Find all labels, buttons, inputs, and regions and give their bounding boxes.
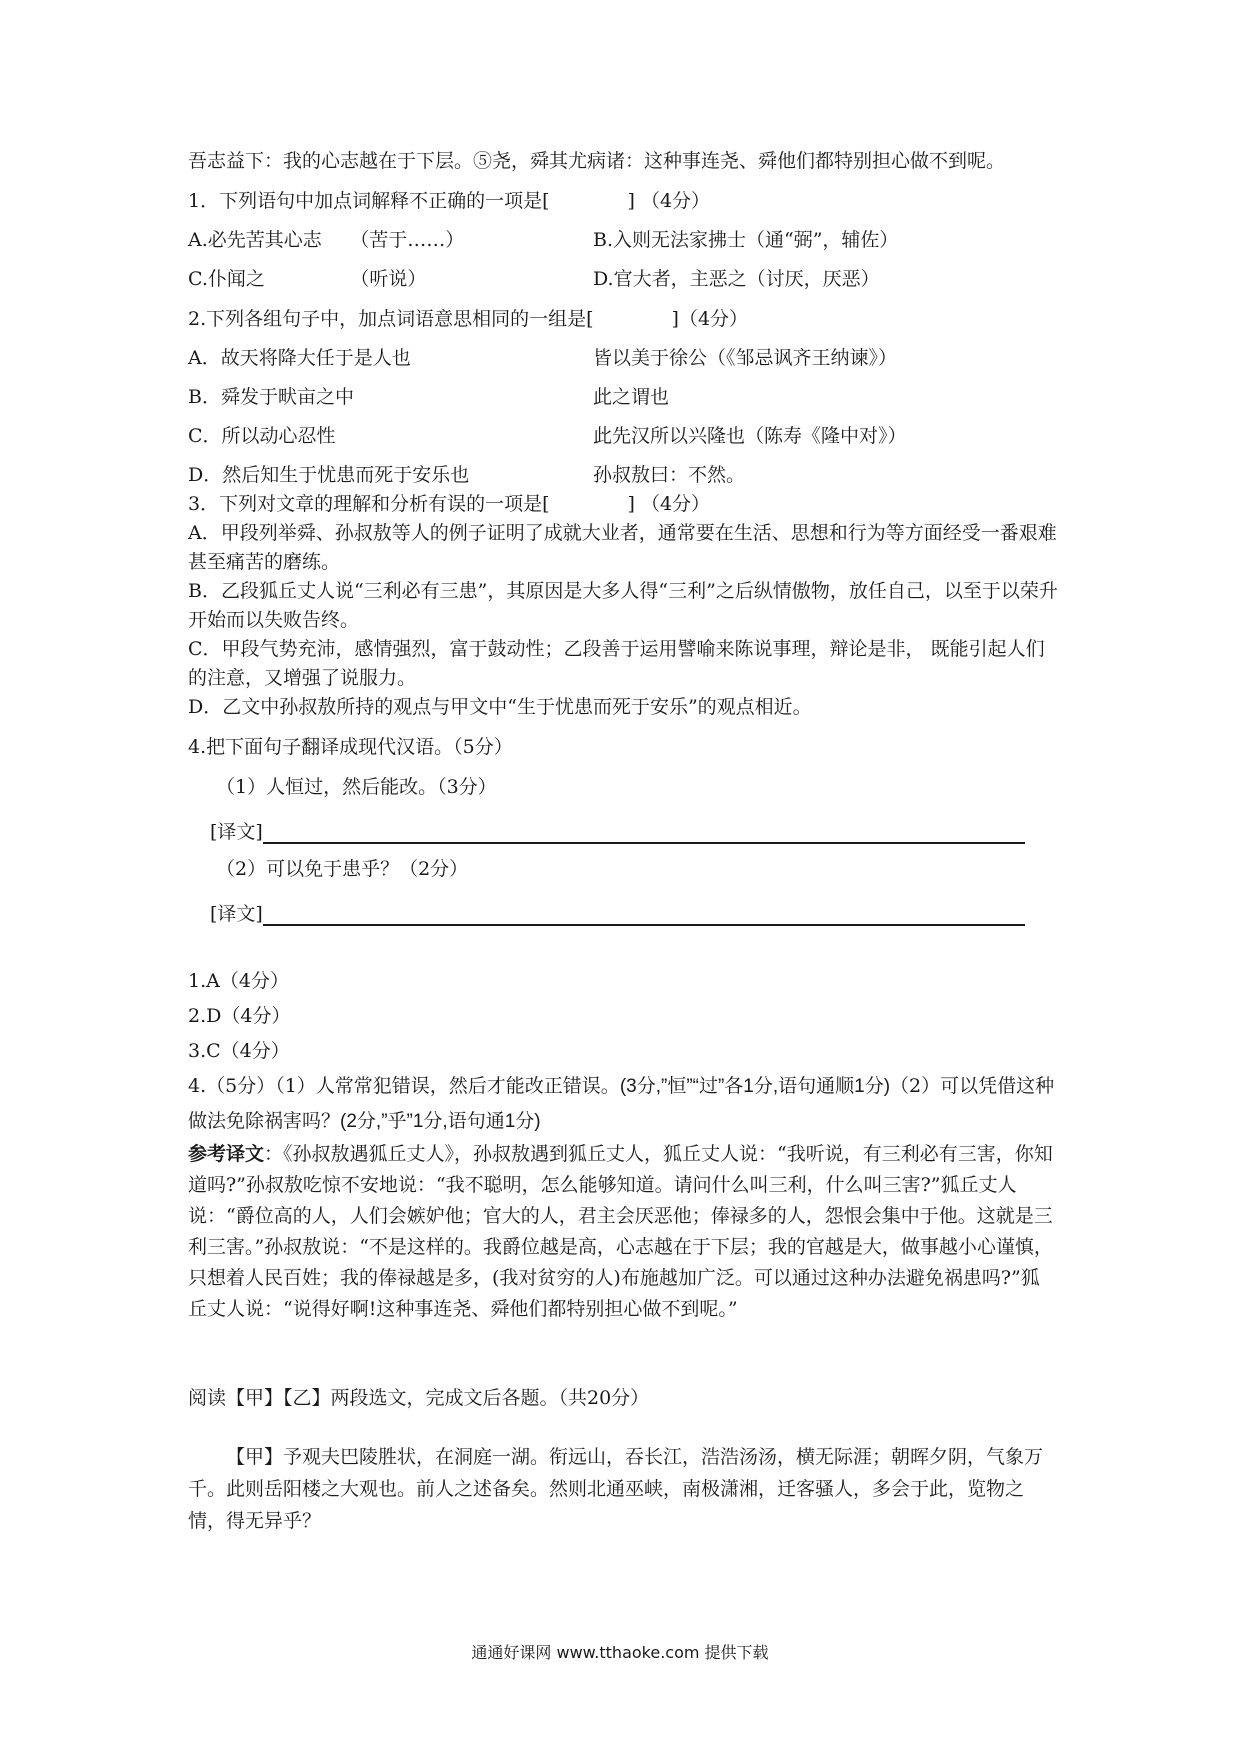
- intro-paragraph: 吾志益下：我的心志越在于下层。⑤尧，舜其尤病诸：这种事连尧、舜他们都特别担心做不到呢。: [188, 150, 1006, 172]
- q1-option-a: A.必先苦其心志 （苦于……）: [188, 229, 465, 251]
- q1-stem: [188, 186, 1058, 216]
- q1-options-row-2: [188, 264, 1058, 294]
- q4-stem: 4.把下面句子翻译成现代汉语。（5分）: [188, 736, 513, 758]
- q3-stem-text: 3．下列对文章的理解和分析有误的一项是[: [188, 493, 550, 515]
- answer-1: 1.A（4分）: [188, 970, 289, 992]
- q1-option-b: B.入则无法家拂士（通“弼”，辅佐）: [593, 229, 899, 251]
- q2-option-row-c: [188, 421, 1058, 451]
- answer-4: [188, 1069, 1058, 1139]
- page-footer: 通通好课网 www.tthaoke.com 提供下载: [471, 1643, 769, 1662]
- answer-4-part-1: 4.（5分）（1）人常常犯错误，然后才能改正错误。: [188, 1075, 620, 1097]
- reference-label: 参考译文: [188, 1143, 265, 1165]
- translation-label-1: [译文]: [210, 821, 263, 843]
- q2-option-a-right: 皆以美于徐公（《邹忌讽齐王纳谏》）: [593, 347, 898, 369]
- q2-option-d-left: D．然后知生于忧患而死于安乐也: [188, 464, 470, 486]
- passage-jia: 【甲】予观夫巴陵胜状，在洞庭一湖。衔远山，吞长江，浩浩汤汤，横无际涯；朝晖夕阴，气象万千。此则岳阳楼之大观也。前人之述备矣。然则北通巫峡，南极潇湘，迁客骚人，多会于此，览物之情，得无异乎？: [188, 1446, 1044, 1532]
- reference-translation: [188, 1139, 1058, 1325]
- answer-3: 3.C（4分）: [188, 1040, 290, 1062]
- translation-input-line-1[interactable]: [263, 820, 1025, 844]
- section-title: 阅读【甲】【乙】两段选文，完成文后各题。（共20分）: [188, 1387, 650, 1409]
- q2-option-row-a: [188, 343, 1058, 373]
- q4-sentence-1: （1）人恒过，然后能改。（3分）: [216, 776, 497, 798]
- q4-translation-2: [210, 894, 1058, 926]
- q3-option-c: C．甲段气势充沛，感情强烈，富于鼓动性；乙段善于运用譬喻来陈说事理，辩论是非， 既能引起人们的注意，又增强了说服力。: [188, 638, 1045, 689]
- document-page: [188, 146, 1058, 1537]
- reference-paragraph: [188, 1139, 1058, 1325]
- q2-option-d-right: 孙叔敖曰：不然。: [593, 464, 746, 486]
- q2-stem-score: ]（4分）: [671, 308, 749, 330]
- q2-option-row-b: [188, 382, 1058, 412]
- translation-label-2: [译文]: [210, 903, 263, 925]
- q3-option-b: B．乙段狐丘丈人说“三利必有三患”，其原因是大多人得“三利”之后纵情傲物，放任自己，以至于以荣升开始而以失败告终。: [188, 580, 1058, 631]
- q1-stem-score: ] （4分）: [627, 190, 711, 212]
- answer-4-scoring-1: (3分,”恒”“过”各1分,语句通顺1分): [619, 1076, 891, 1097]
- answer-4-part-2: （2）可以凭借这种做法免除祸害吗？: [188, 1075, 1055, 1132]
- q1-options-row-1: [188, 225, 1058, 255]
- q2-option-c-right: 此先汉所以兴隆也（陈寿《隆中对》）: [593, 425, 907, 447]
- q3-option-d: D．乙文中孙叔敖所持的观点与甲文中“生于忧患而死于安乐”的观点相近。: [188, 696, 812, 718]
- answer-4-scoring-2: (2分,”乎”1分,语句通1分): [340, 1111, 541, 1132]
- q2-stem-text: 2.下列各组句子中，加点词语意思相同的一组是[: [188, 308, 594, 330]
- q1-option-c: C.仆闻之 （听说）: [188, 268, 427, 290]
- q4-sentence-2: （2）可以免于患乎？（2分）: [216, 858, 469, 880]
- q4-translation-1: [210, 812, 1058, 844]
- q2-option-c-left: C．所以动心忍性: [188, 425, 336, 447]
- q3-stem: [188, 490, 1058, 519]
- answer-key: [188, 964, 1058, 1139]
- q3-option-a: A．甲段列举舜、孙叔敖等人的例子证明了成就大业者，通常要在生活、思想和行为等方面经受一番艰难甚至痛苦的磨练。: [188, 522, 1057, 573]
- q1-option-d: D.官大者，主恶之（讨厌，厌恶）: [593, 268, 880, 290]
- translation-input-line-2[interactable]: [263, 902, 1025, 926]
- q1-stem-text: 1．下列语句中加点词解释不正确的一项是[: [188, 190, 550, 212]
- q2-option-b-right: 此之谓也: [593, 386, 670, 408]
- q3-stem-score: ] （4分）: [627, 493, 711, 515]
- answer-2: 2.D（4分）: [188, 1005, 291, 1027]
- q2-stem: [188, 304, 1058, 334]
- q2-option-row-d: [188, 460, 1058, 490]
- q2-option-b-left: B．舜发于畎亩之中: [188, 386, 354, 408]
- q2-option-a-left: A．故天将降大任于是人也: [188, 347, 411, 369]
- reference-text: ：《孙叔敖遇狐丘丈人》，孙叔敖遇到狐丘丈人，狐丘丈人说：“我听说，有三利必有三害，你知道吗?”孙叔敖吃惊不安地说：“我不聪明，怎么能够知道。请问什么叫三利，什么叫三害?”狐丘丈人说：“爵位高的人，人们会嫉妒他；官大的人，君主会厌恶他；俸禄多的人，怨恨会集中于他。这就是三利三害。”孙叔敖说：“不是这样的。我爵位越是高，心志越在于下层；我的官越是大，做事越小心谨慎，只想着人民百姓；我的俸禄越是多，(我对贫穷的人)布施越加广泛。可以通过这种办法避免祸患吗?”狐丘丈人说：“说得好啊!这种事连尧、舜他们都特别担心做不到呢。”: [188, 1143, 1053, 1320]
